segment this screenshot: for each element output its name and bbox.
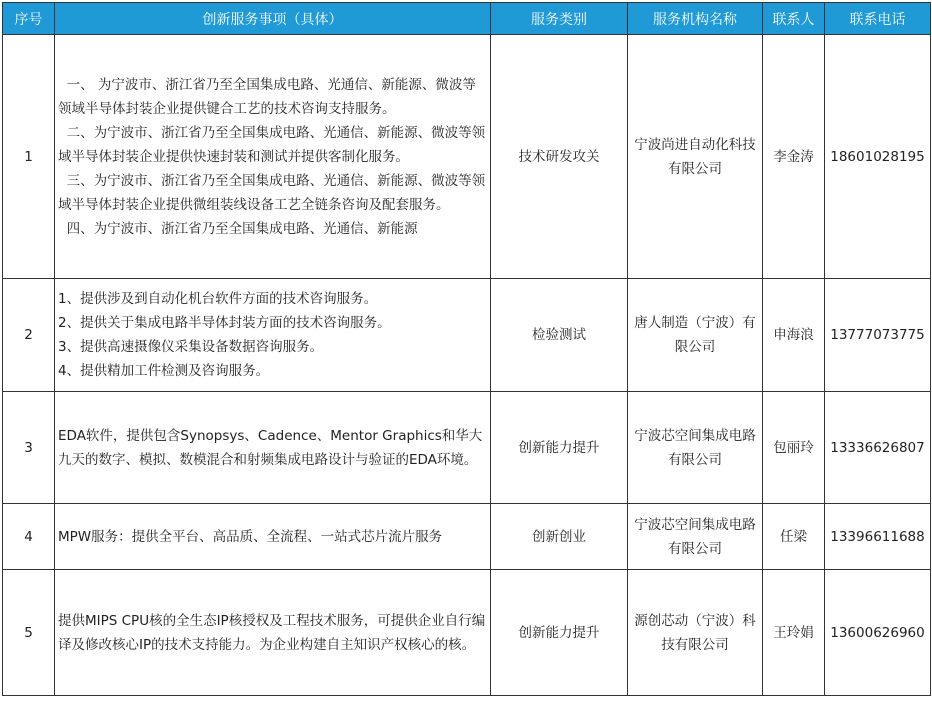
- content-line: 4、提供精加工件检测及咨询服务。: [58, 363, 270, 379]
- row-no: 3: [3, 392, 55, 504]
- content-line: 提供MIPS CPU核的全生态IP核授权及工程技术服务，可提供企业自行编译及修改核心IP的技术支持能力。为企业构建自主知识产权核心的核。: [58, 612, 486, 653]
- content-line: 1、提供涉及到自动化机台软件方面的技术咨询服务。: [58, 291, 378, 307]
- row-category: 技术研发攻关: [491, 35, 628, 279]
- row-phone: 13600626960: [825, 570, 931, 696]
- content-line: EDA软件，提供包含Synopsys、Cadence、Mentor Graphics和华大九天的数字、模拟、数模混合和射频集成电路设计与验证的EDA环境。: [58, 427, 483, 468]
- row-contact: 王玲娟: [763, 570, 825, 696]
- row-no: 2: [3, 279, 55, 392]
- content-line: 四、为宁波市、浙江省乃至全国集成电路、光通信、新能源: [58, 220, 418, 237]
- row-contact: 申海浪: [763, 279, 825, 392]
- row-org: 宁波芯空间集成电路有限公司: [628, 504, 763, 570]
- row-phone: 18601028195: [825, 35, 931, 279]
- row-content: [55, 392, 491, 504]
- row-content: [55, 35, 491, 279]
- table-row: [3, 504, 931, 570]
- row-content: [55, 504, 491, 570]
- content-line: MPW服务：提供全平台、高品质、全流程、一站式芯片流片服务: [58, 528, 443, 545]
- content-line: 3、提供高速摄像仪采集设备数据咨询服务。: [58, 339, 324, 355]
- header-content: 创新服务事项（具体）: [55, 3, 491, 35]
- header-category: 服务类别: [491, 3, 628, 35]
- row-phone: 13336626807: [825, 392, 931, 504]
- row-contact: 李金涛: [763, 35, 825, 279]
- row-no: 1: [3, 35, 55, 279]
- row-category: 创新能力提升: [491, 392, 628, 504]
- row-category: 检验测试: [491, 279, 628, 392]
- row-phone: 13396611688: [825, 504, 931, 570]
- content-line: 一、 为宁波市、浙江省乃至全国集成电路、光通信、新能源、微波等领域半导体封装企业提供键合工艺的技术咨询支持服务。: [58, 76, 476, 117]
- content-line: 三、为宁波市、浙江省乃至全国集成电路、光通信、新能源、微波等领域半导体封装企业提供微组装线设备工艺全链条咨询及配套服务。: [58, 172, 486, 213]
- header-contact: 联系人: [763, 3, 825, 35]
- row-category: 创新能力提升: [491, 570, 628, 696]
- service-table: [2, 2, 931, 696]
- row-content: [55, 570, 491, 696]
- row-org: 源创芯动（宁波）科技有限公司: [628, 570, 763, 696]
- header-no: 序号: [3, 3, 55, 35]
- row-no: 4: [3, 504, 55, 570]
- table-row: [3, 35, 931, 279]
- header-row: [3, 3, 931, 35]
- row-no: 5: [3, 570, 55, 696]
- row-category: 创新创业: [491, 504, 628, 570]
- content-line: 二、为宁波市、浙江省乃至全国集成电路、光通信、新能源、微波等领域半导体封装企业提供快速封装和测试并提供客制化服务。: [58, 124, 486, 165]
- row-org: 宁波尚进自动化科技有限公司: [628, 35, 763, 279]
- table-row: [3, 392, 931, 504]
- table-row: [3, 570, 931, 696]
- row-contact: 任梁: [763, 504, 825, 570]
- row-content: [55, 279, 491, 392]
- row-phone: 13777073775: [825, 279, 931, 392]
- row-contact: 包丽玲: [763, 392, 825, 504]
- table-row: [3, 279, 931, 392]
- content-line: 2、提供关于集成电路半导体封装方面的技术咨询服务。: [58, 315, 391, 331]
- row-org: 唐人制造（宁波）有限公司: [628, 279, 763, 392]
- header-org: 服务机构名称: [628, 3, 763, 35]
- header-phone: 联系电话: [825, 3, 931, 35]
- row-org: 宁波芯空间集成电路有限公司: [628, 392, 763, 504]
